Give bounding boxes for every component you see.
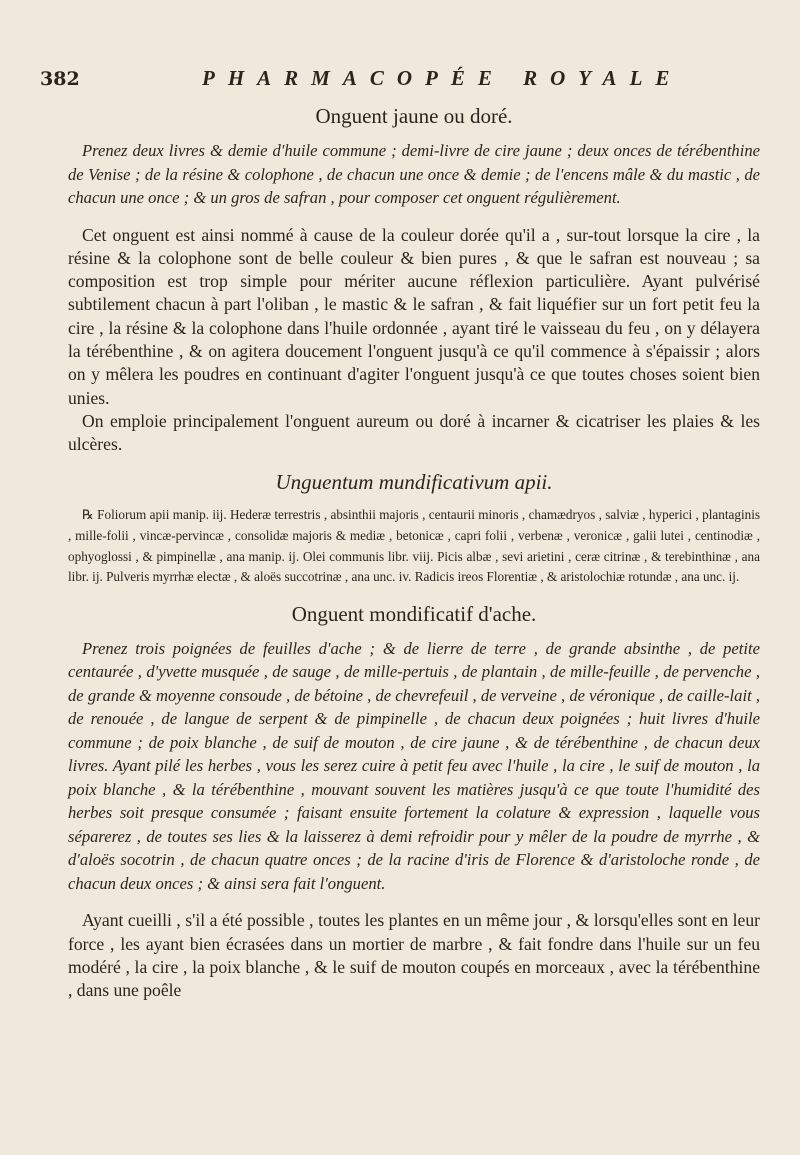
paragraph-onguent-jaune-usage: On emploie principalement l'onguent aureum ou doré à incarner & cicatriser les plaies & les ulcères. xyxy=(68,410,760,455)
recipe-onguent-ache: Prenez trois poignées de feuilles d'ache ; & de lierre de terre , de grande absinthe , de petite centaurée , d'yvette musquée , de sauge , de mille-pertuis , de plantain , de mille-feuille , de pervenche , de grande & moyenne consoude , de bétoine , de chevrefeuil , de verveine , de véronique , de caille-lait , de renouée , de langue de serpent & de pimpinelle , de chacun deux poignées ; huit livres d'huile commune ; de poix blanche , de suif de mouton , de cire jaune , & de térébenthine , de chacun deux livres. Ayant pilé les herbes , vous les serez cuire à petit feu avec l'huile , la cire , le suif de mouton , la poix blanche , & la térébenthine , mouvant souvent les matières jusqu'à ce que toute l'humidité des herbes soit presque consumée ; faisant ensuite fortement la colature & expression , laquelle vous séparerez , de toutes ses lies & la laisserez à demi refroidir pour y mêler de la poudre de myrrhe , & d'aloës socotrin , de chacun quatre onces ; de la racine d'iris de Florence & d'aristoloche ronde , de chacun deux onces ; & ainsi sera fait l'onguent. xyxy=(68,638,760,893)
paragraph-onguent-jaune-preparation: Cet onguent est ainsi nommé à cause de la couleur dorée qu'il a , sur-tout lorsque la cire , la résine & la colophone sont de belle couleur & bien pures , & que le safran est nouveau ; sa composition est trop simple pour mériter aucune réflexion particulière. Ayant pulvérisé subtilement chacun à part l'oliban , le mastic & le safran , & fait liquéfier sur un fort petit feu la cire , la résine & la colophone dans l'huile ordonnée , ayant tiré le vaisseau du feu , on y délayera la térébenthine , & on agitera doucement l'onguent jusqu'à ce qu'il commence à s'épaissir ; alors on y mêlera les poudres en continuant d'agiter l'onguent jusqu'à ce que toutes choses soient bien unies. xyxy=(68,224,760,408)
latin-formula-apii: ℞ Foliorum apii manip. iij. Hederæ terrestris , absinthii majoris , centaurii minoris , chamædryos , salviæ , hyperici , plantaginis , mille-folii , vincæ-pervincæ , consolidæ majoris & mediæ , betonicæ , capri folii , verbenæ , veronicæ , galii lutei , centinodiæ , ophyoglossi , & pimpinellæ , ana manip. ij. Olei communis libr. viij. Picis albæ , sevi arietini , ceræ citrinæ , & terebinthinæ , ana libr. ij. Pulveris myrrhæ electæ , & aloës succotrinæ , ana unc. iv. Radicis ireos Florentiæ , & aristolochiæ rotundæ , ana unc. ij. xyxy=(68,507,760,585)
page-body xyxy=(68,100,760,1003)
page-number: 382 xyxy=(40,68,80,90)
recipe-onguent-jaune: Prenez deux livres & demie d'huile commune ; demi-livre de cire jaune ; deux onces de térébenthine de Venise ; de la résine & colophone , de chacun une once & demie ; de l'encens mâle & du mastic , de chacun une once ; & un gros de safran , pour composer cet onguent régulièrement. xyxy=(68,141,760,207)
section-title-unguentum-apii: Unguentum mundificativum apii. xyxy=(275,470,553,495)
page-header xyxy=(40,68,760,98)
section-title-onguent-jaune: Onguent jaune ou doré. xyxy=(315,104,513,128)
running-title: PHARMACOPÉE ROYALE xyxy=(202,66,683,90)
section-title-onguent-ache: Onguent mondificatif d'ache. xyxy=(291,601,537,626)
paragraph-onguent-ache-preparation: Ayant cueilli , s'il a été possible , toutes les plantes en un même jour , & lorsqu'elles sont en leur force , les ayant bien écrasées dans un mortier de marbre , & fait fondre dans l'huile sur un feu modéré , la cire , la poix blanche , & le suif de mouton coupés en morceaux , avec la térébenthine , dans une poêle xyxy=(68,910,760,1001)
